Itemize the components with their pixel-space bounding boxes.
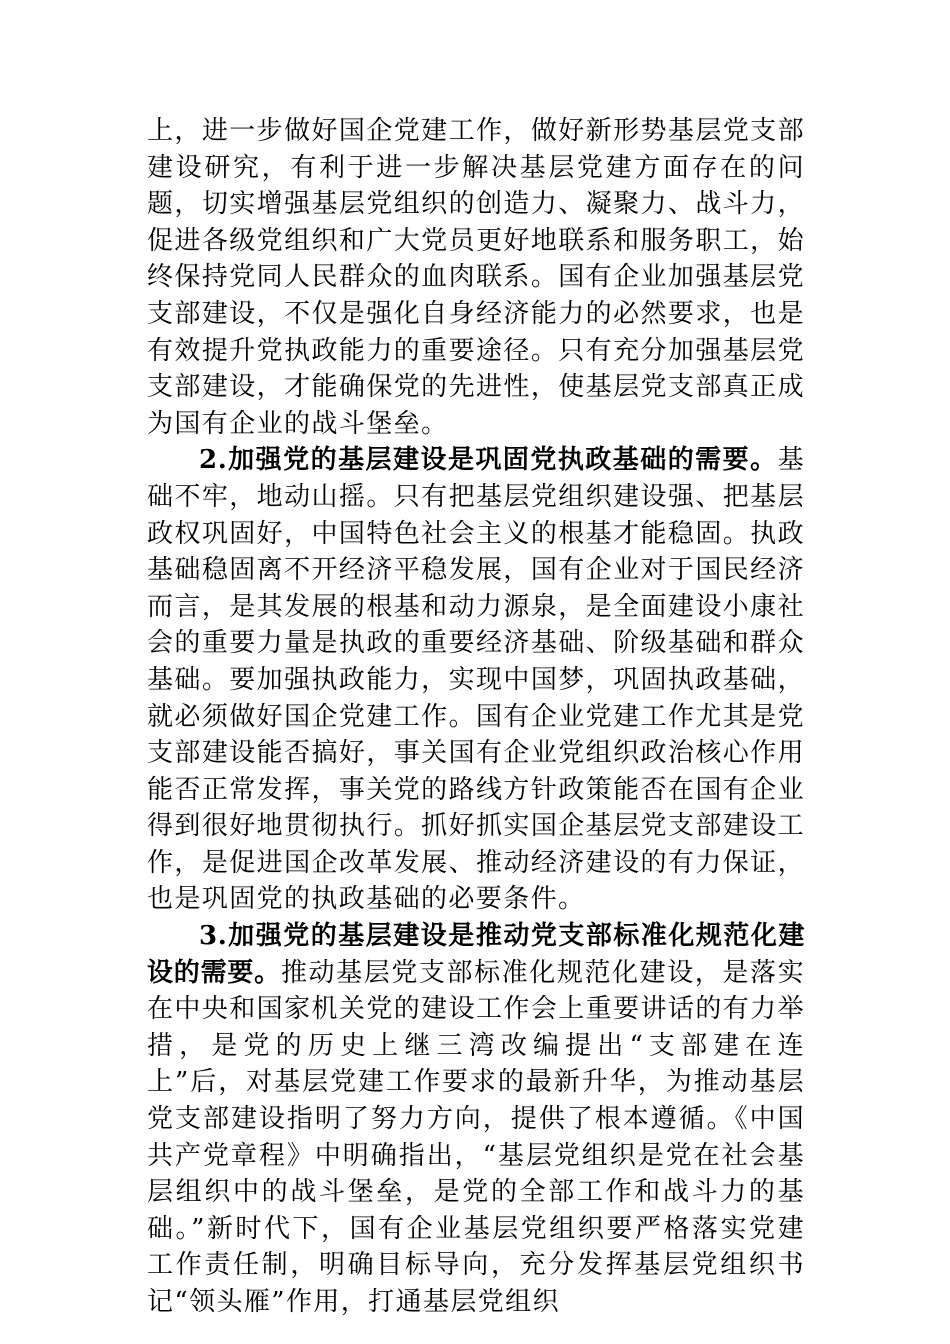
paragraph-section-2 [147, 442, 805, 918]
document-body [147, 113, 805, 1321]
paragraph-continuation [147, 113, 805, 442]
paragraph-text: 上，进一步做好国企党建工作，做好新形势基层党支部建设研究，有利于进一步解决基层党建方面存在的问题，切实增强基层党组织的创造力、凝聚力、战斗力，促进各级党组织和广大党员更好地联系和服务职工，始终保持党同人民群众的血肉联系。国有企业加强基层党支部建设，不仅是强化自身经济能力的必然要求，也是有效提升党执政能力的重要途径。只有充分加强基层党支部建设，才能确保党的先进性，使基层党支部真正成为国有企业的战斗堡垒。 [147, 116, 805, 439]
paragraph-text: 基础不牢，地动山摇。只有把基层党组织建设强、把基层政权巩固好，中国特色社会主义的根基才能稳固。执政基础稳固离不开经济平稳发展，国有企业对于国民经济而言，是其发展的根基和动力源泉，是全面建设小康社会的重要力量是执政的重要经济基础、阶级基础和群众基础。要加强执政能力，实现中国梦，巩固执政基础，就必须做好国企党建工作。国有企业党建工作尤其是党支部建设能否搞好，事关国有企业党组织政治核心作用能否正常发挥，事关党的路线方针政策能否在国有企业得到很好地贯彻执行。抓好抓实国企基层党支部建设工作，是促进国企改革发展、推动经济建设的有力保证，也是巩固党的执政基础的必要条件。 [147, 445, 805, 915]
section-heading: 2.加强党的基层建设是巩固党执政基础的需要。 [199, 445, 778, 476]
paragraph-text: 推动基层党支部标准化规范化建设，是落实在中央和国家机关党的建设工作会上重要讲话的有力举措，是党的历史上继三湾改编提出“支部建在连上”后，对基层党建工作要求的最新升华，为推动基层党支部建设指明了努力方向，提供了根本遵循。《中国共产党章程》中明确指出，“基层党组织是党在社会基层组织中的战斗堡垒，是党的全部工作和战斗力的基础。”新时代下，国有企业基层党组织要严格落实党建工作责任制，明确目标导向，充分发挥基层党组织书记“领头雁”作用，打通基层党组织 [147, 957, 805, 1317]
paragraph-section-3 [147, 918, 805, 1321]
section-heading: 3.加强党的基层建设是推动党支部标准化规范化建设的需要。 [147, 921, 805, 988]
